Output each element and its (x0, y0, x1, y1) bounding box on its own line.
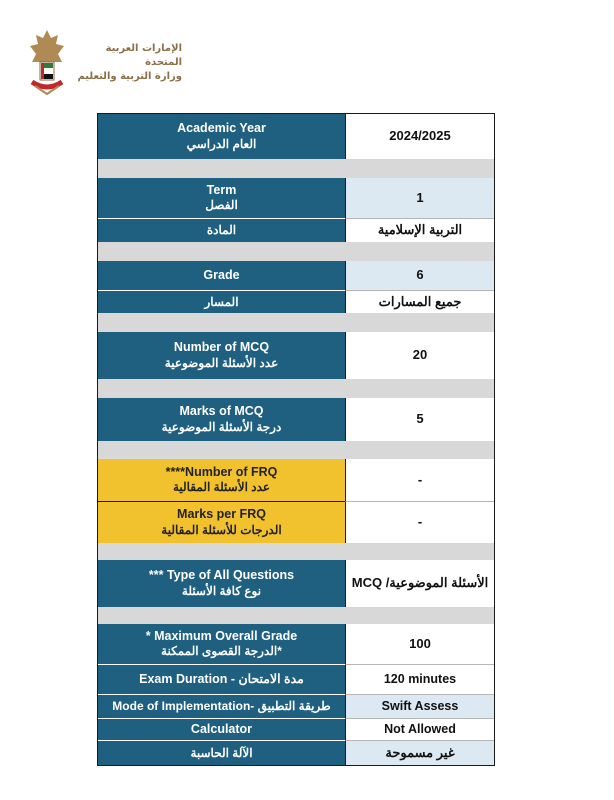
track-value-cell (345, 291, 494, 313)
frq-marks-label-en: Marks per FRQ (177, 507, 266, 522)
mcq-count-label-ar: عدد الأسئلة الموضوعية (164, 355, 279, 370)
frq-count-label (98, 459, 345, 502)
track-label (98, 291, 345, 313)
implementation-label-cell (98, 695, 345, 719)
mcq-marks-label-en: Marks of MCQ (179, 404, 264, 419)
ministry-country-line: الإمارات العربية المتحدة (105, 43, 182, 68)
term-value: 1 (416, 189, 424, 205)
frq-marks-row (98, 502, 494, 543)
term-label-en: Term (206, 182, 237, 197)
duration-row (98, 665, 494, 695)
term-label-ar: الفصل (205, 198, 238, 213)
question-types-row (98, 560, 494, 607)
calculator-label-en-cell (98, 719, 345, 741)
implementation-value: Swift Assess (381, 698, 459, 713)
academic-year-label-ar: العام الدراسي (186, 136, 257, 151)
uae-emblem-logo (26, 28, 68, 96)
separator (98, 242, 494, 261)
subject-value: التربية الإسلامية (377, 222, 463, 238)
mcq-marks-row (98, 398, 494, 441)
term-label (98, 178, 345, 219)
frq-count-row (98, 459, 494, 502)
academic-year-value-cell (345, 114, 494, 159)
question-types-label-ar: نوع كافة الأسئلة (181, 583, 262, 598)
mcq-count-value: 20 (412, 347, 428, 363)
separator (98, 607, 494, 624)
duration-label-cell (98, 665, 345, 695)
mcq-marks-label (98, 398, 345, 441)
track-row (98, 291, 494, 313)
ministry-name (72, 42, 182, 84)
mcq-marks-value-cell (345, 398, 494, 441)
academic-year-label (98, 114, 345, 159)
max-grade-label (98, 624, 345, 665)
mcq-count-label (98, 332, 345, 379)
calculator-ar-row (98, 741, 494, 765)
term-value-cell (345, 178, 494, 219)
academic-year-label-en: Academic Year (177, 121, 266, 136)
implementation-label: Mode of Implementation- طريقة التطبيق (112, 699, 331, 713)
max-grade-row (98, 624, 494, 665)
mcq-count-label-en: Number of MCQ (173, 340, 270, 355)
question-types-label (98, 560, 345, 607)
calculator-value-ar: غير مسموحة (385, 744, 455, 760)
subject-label-ar: المادة (206, 223, 237, 237)
grade-row (98, 261, 494, 291)
ministry-name-line: وزارة التربية والتعليم (77, 71, 182, 82)
grade-value-cell (345, 261, 494, 291)
mcq-marks-value: 5 (416, 411, 424, 427)
separator (98, 313, 494, 332)
term-row (98, 178, 494, 219)
frq-marks-label-ar: الدرجات للأسئلة المقالية (161, 522, 282, 537)
max-grade-label-ar: *الدرجة القصوى الممكنة (161, 644, 282, 659)
max-grade-value-cell (345, 624, 494, 665)
subject-value-cell (345, 219, 494, 242)
frq-marks-label (98, 502, 345, 543)
implementation-row (98, 695, 494, 719)
separator (98, 543, 494, 560)
calculator-value-en-cell (345, 719, 494, 741)
calculator-label-ar: الآلة الحاسبة (190, 745, 253, 760)
grade-label (98, 261, 345, 291)
exam-specification-table (97, 113, 495, 766)
frq-count-label-en: ****Number of FRQ (165, 464, 278, 479)
mcq-marks-label-ar: درجة الأسئلة الموضوعية (161, 419, 282, 434)
academic-year-row (98, 114, 494, 159)
duration-value: 120 minutes (383, 671, 457, 686)
subject-label (98, 219, 345, 242)
subject-row (98, 219, 494, 242)
frq-count-label-ar: عدد الأسئلة المقالية (172, 480, 271, 495)
separator (98, 379, 494, 398)
calculator-row (98, 719, 494, 741)
mcq-count-value-cell (345, 332, 494, 379)
max-grade-label-en: * Maximum Overall Grade (145, 628, 298, 643)
grade-value: 6 (416, 267, 424, 283)
frq-marks-value-cell (345, 502, 494, 543)
duration-value-cell (345, 665, 494, 695)
frq-count-value-cell (345, 459, 494, 502)
implementation-value-cell (345, 695, 494, 719)
calculator-label-en: Calculator (190, 721, 253, 736)
track-label-ar: المسار (204, 294, 239, 309)
calculator-value-en: Not Allowed (384, 721, 456, 736)
max-grade-value: 100 (409, 635, 431, 651)
frq-marks-value: - (417, 514, 423, 530)
calculator-value-ar-cell (345, 741, 494, 765)
academic-year-value: 2024/2025 (389, 128, 451, 144)
separator (98, 159, 494, 178)
question-types-label-en: *** Type of All Questions (148, 568, 295, 583)
frq-count-value: - (417, 471, 423, 487)
calculator-label-ar-cell (98, 741, 345, 765)
question-types-value: الأسئلة الموضوعية/ MCQ (351, 575, 489, 591)
track-value: جميع المسارات (378, 293, 462, 309)
separator (98, 441, 494, 459)
mcq-count-row (98, 332, 494, 379)
duration-label: مدة الامتحان - Exam Duration (139, 671, 304, 686)
grade-label-en: Grade (203, 267, 240, 282)
question-types-value-cell (345, 560, 494, 607)
